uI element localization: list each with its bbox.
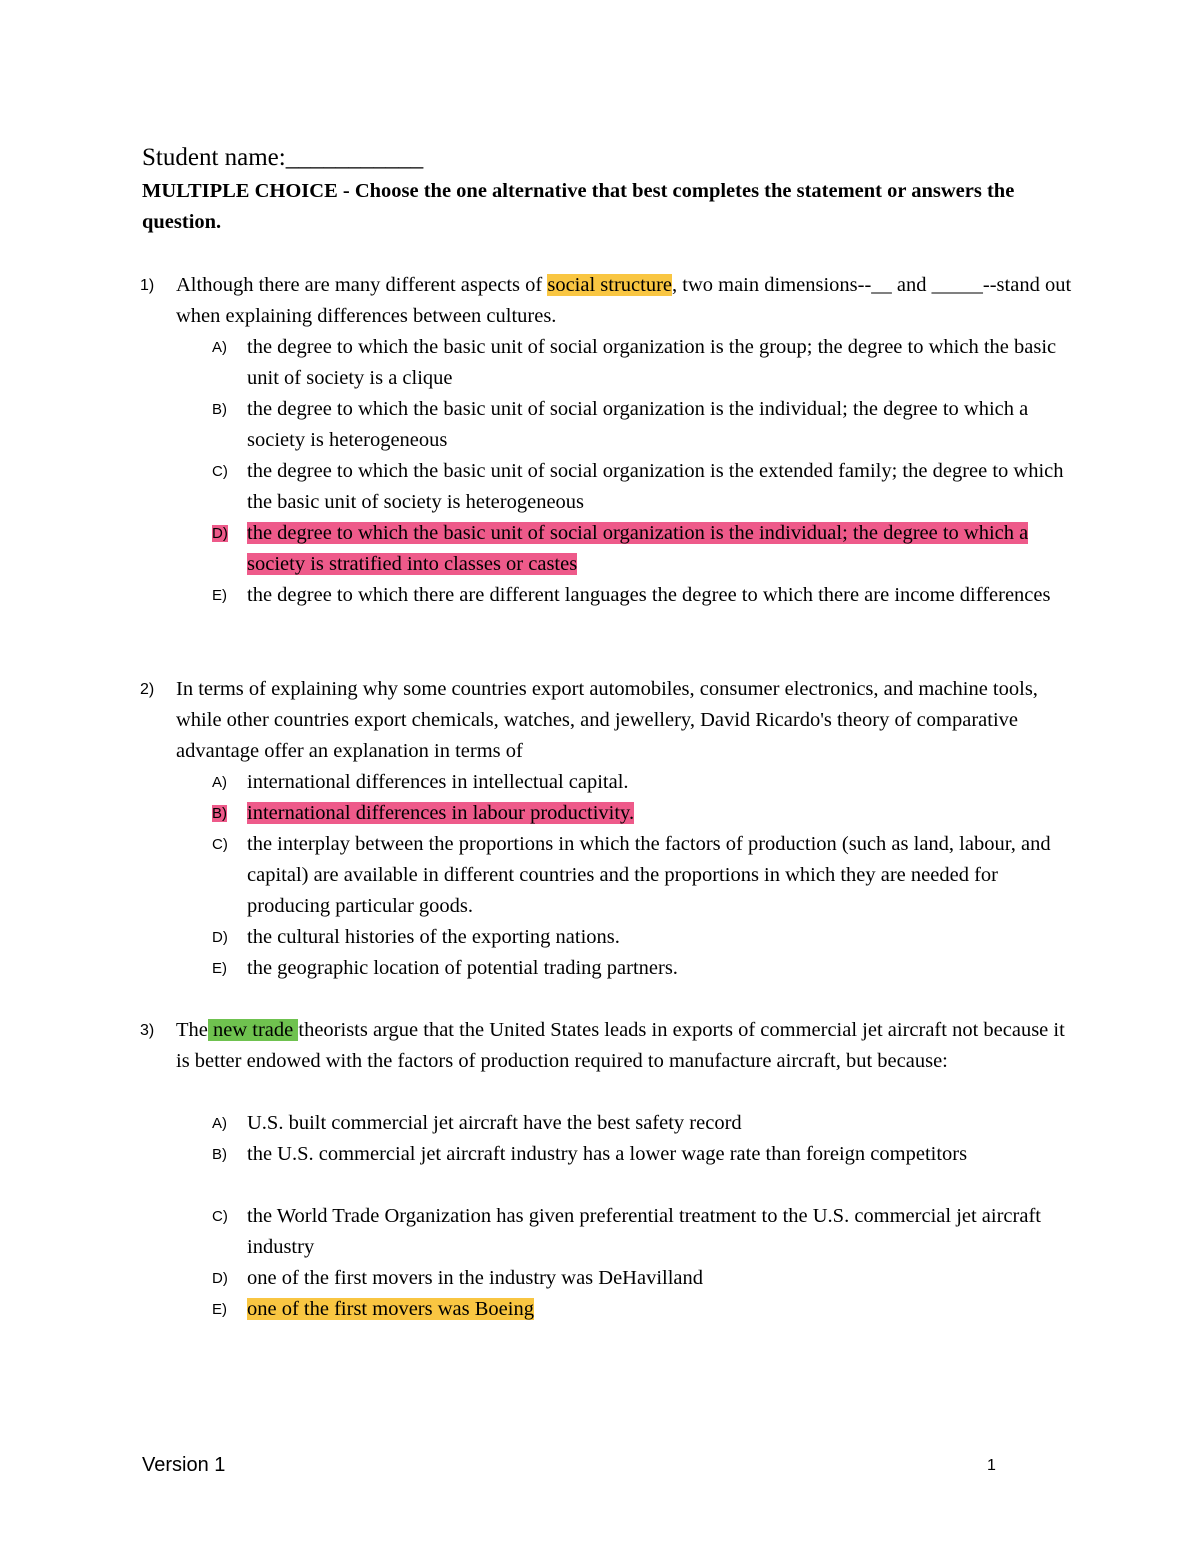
option-text: the degree to which there are different languages the degree to which there are income differences [247,584,1051,606]
option-text: U.S. built commercial jet aircraft have the best safety record [247,1112,742,1134]
option-letter: D) [212,1270,228,1287]
option-text [247,518,1072,580]
question-text-after: theorists argue that the United States leads in exports of commercial jet aircraft not because it is better endowed with the factors of production required to manufacture aircraft, but because: [176,1019,1065,1072]
option-letter: C) [212,836,228,853]
question-text [176,270,1076,332]
footer-version: Version 1 [142,1454,226,1476]
option-text [247,1294,1072,1325]
option-text: the World Trade Organization has given preferential treatment to the U.S. commercial jet aircraft industry [247,1205,1041,1258]
option-letter: B) [212,401,227,418]
option-text [247,798,1072,829]
question-highlight: social structure [547,274,673,296]
option-text-highlight: international differences in labour productivity. [247,802,635,824]
option-letter: E) [212,587,227,604]
option-text: the degree to which the basic unit of social organization is the individual; the degree to which a society is heterogeneous [247,398,1029,451]
question-text: In terms of explaining why some countries export automobiles, consumer electronics, and machine tools, while other countries export chemicals, watches, and jewellery, David Ricardo's theory of comparative advantage offer an explanation in terms of [176,678,1038,762]
option-letter: E) [212,960,227,977]
option-text: the interplay between the proportions in which the factors of production (such as land, labour, and capital) are available in different countries and the proportions in which they are needed for producing particular goods. [247,833,1051,917]
option-letter: B) [212,1146,227,1163]
option-letter: D) [212,929,228,946]
option-letter-highlight: D) [212,525,228,542]
student-name-label: Student name:___________ [142,144,424,171]
question-highlight: new trade [207,1019,299,1041]
option-letter: A) [212,339,227,356]
question-number: 2) [140,681,155,698]
question-number: 1) [140,277,155,294]
question-text-before: The [176,1019,208,1041]
option-text: international differences in intellectual capital. [247,771,629,793]
option-text: one of the first movers in the industry was DeHavilland [247,1267,704,1289]
option-letter: E) [212,1301,227,1318]
question-text [176,1015,1076,1077]
option-letter: A) [212,774,227,791]
option-letter: C) [212,463,228,480]
option-text-highlight: one of the first movers was Boeing [247,1298,534,1320]
option-letter: C) [212,1208,228,1225]
option-text: the cultural histories of the exporting nations. [247,926,620,948]
question-number: 3) [140,1022,155,1039]
question-text-before: Although there are many different aspects of [176,274,548,296]
footer-page-number: 1 [987,1457,996,1474]
option-text: the degree to which the basic unit of social organization is the extended family; the degree to which the basic unit of society is heterogeneous [247,460,1064,513]
question-text-after: , two main dimensions--__ and _____--stand out when explaining differences between cultures. [176,274,1072,327]
option-letter [212,798,227,829]
option-text: the U.S. commercial jet aircraft industry has a lower wage rate than foreign competitors [247,1143,968,1165]
option-text: the geographic location of potential trading partners. [247,957,678,979]
option-letter-highlight: B) [212,805,227,822]
option-text: the degree to which the basic unit of social organization is the group; the degree to which the basic unit of society is a clique [247,336,1057,389]
instructions-heading: MULTIPLE CHOICE - Choose the one alternative that best completes the statement or answers the question. [142,180,1015,233]
option-letter: A) [212,1115,227,1132]
option-text-highlight: the degree to which the basic unit of social organization is the individual; the degree to which a society is stratified into classes or castes [247,522,1029,575]
option-letter [212,518,228,549]
